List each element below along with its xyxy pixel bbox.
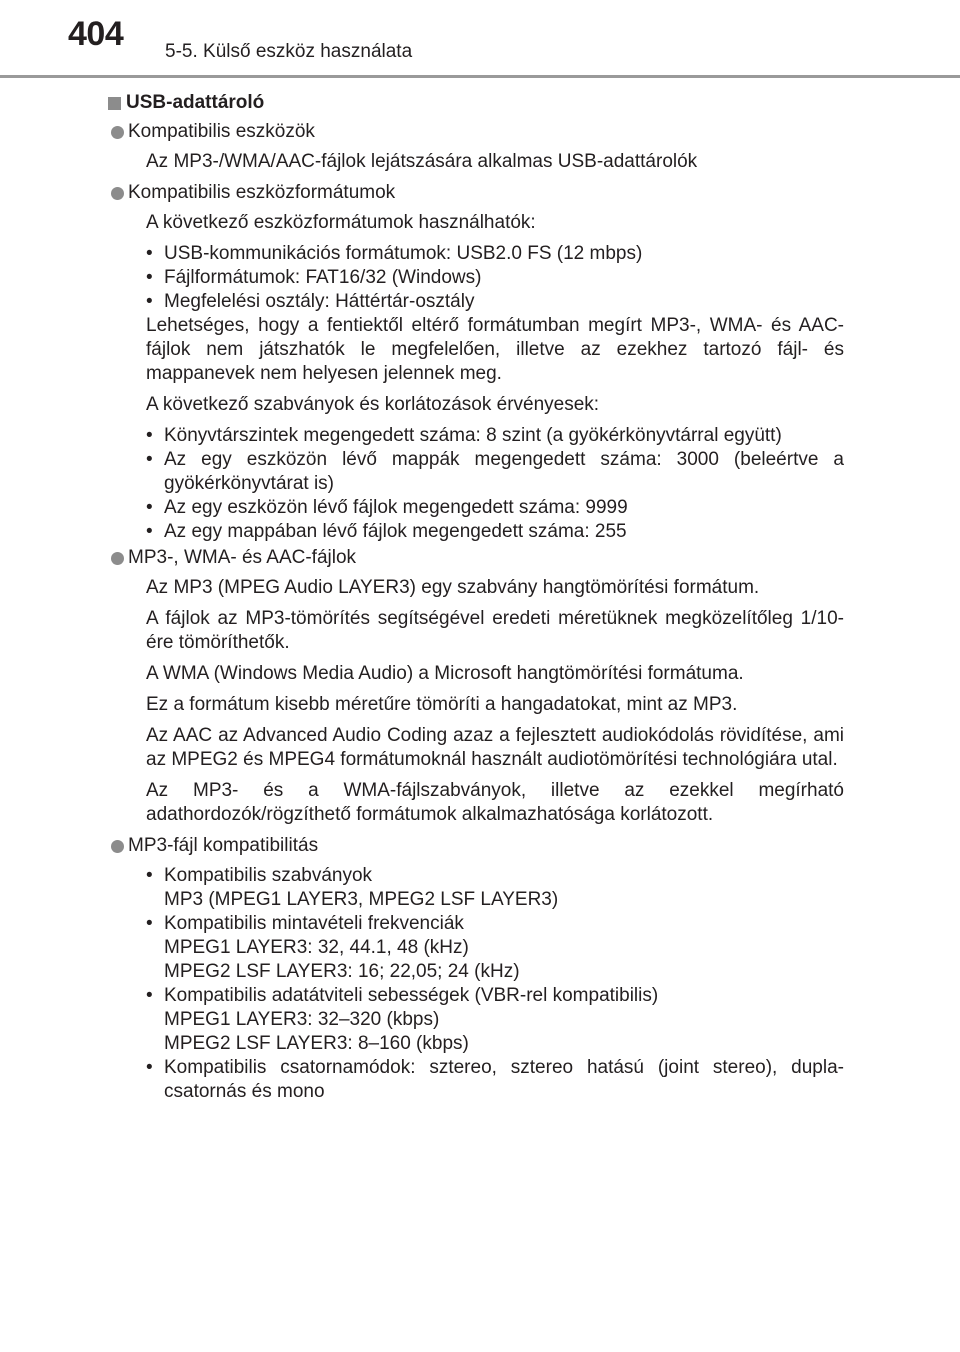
list-item: • Az egy eszközön lévő fájlok megengedett száma: 9999: [146, 497, 628, 518]
page-content: [108, 91, 844, 1112]
section-heading-text: USB-adattároló: [126, 92, 265, 113]
subheading-text: MP3-, WMA- és AAC-fájlok: [128, 547, 357, 568]
subheading-files: [108, 546, 844, 570]
header-rule: [0, 75, 960, 78]
subheading-mp3-compat: [108, 834, 844, 858]
list-item: • Kompatibilis szabványok MP3 (MPEG1 LAYER3, MPEG2 LSF LAYER3): [146, 865, 559, 910]
list-item: • USB-kommunikációs formátumok: USB2.0 FS (12 mbps): [146, 243, 643, 264]
mp3-compat-list: [146, 864, 844, 1104]
square-bullet-icon: [108, 97, 121, 110]
list-item: • Az egy eszközön lévő mappák megengedett száma: 3000 (beleértve a gyökérkönyvtárat is): [146, 449, 844, 494]
paragraph: Az MP3-/WMA/AAC-fájlok lejátszására alkalmas USB-adattárolók: [146, 151, 698, 172]
subheading-compat-devices: [108, 120, 844, 144]
subheading-text: Kompatibilis eszközök: [128, 121, 315, 142]
section-heading: [108, 91, 844, 115]
paragraph: Lehetséges, hogy a fentiektől eltérő formátumban megírt MP3-, WMA- és AAC-fájlok nem játszhatók le megfelelően, illetve az ezekhez tartozó fájl- és mappanevek nem helyesen jelennek meg.: [146, 315, 844, 384]
list-item: • Kompatibilis adatátviteli sebességek (VBR-rel kompatibilis) MPEG1 LAYER3: 32–320 (kbps) MPEG2 LSF LAYER3: 8–160 (kbps): [146, 985, 659, 1054]
page-number: 404: [68, 15, 124, 53]
list-item: • Az egy mappában lévő fájlok megengedett száma: 255: [146, 521, 627, 542]
subheading-text: MP3-fájl kompatibilitás: [128, 835, 319, 856]
paragraph: Az AAC az Advanced Audio Coding azaz a fejlesztett audiokódolás rövidítése, ami az MPEG2 és MPEG4 formátumoknál használt audiotömörítési technológiára utal.: [146, 725, 844, 770]
paragraph: A következő eszközformátumok használhatók:: [146, 212, 536, 233]
subheading-device-formats: [108, 181, 844, 205]
list-item: • Megfelelési osztály: Háttértár-osztály: [146, 291, 475, 312]
paragraph: Az MP3- és a WMA-fájlszabványok, illetve az ezekkel megírható adathordozók/rögzíthető formátumok alkalmazhatósága korlátozott.: [146, 780, 844, 825]
paragraph: A fájlok az MP3-tömörítés segítségével eredeti méretüknek megközelítőleg 1/10-ére tömöríthetők.: [146, 608, 844, 653]
list-item: • Fájlformátumok: FAT16/32 (Windows): [146, 267, 482, 288]
format-list: [146, 242, 844, 314]
subheading-text: Kompatibilis eszközformátumok: [128, 182, 396, 203]
paragraph: Ez a formátum kisebb méretűre tömöríti a hangadatokat, mint az MP3.: [146, 694, 738, 715]
circle-bullet-icon: [111, 840, 124, 853]
paragraph: Az MP3 (MPEG Audio LAYER3) egy szabvány hangtömörítési formátum.: [146, 577, 760, 598]
limits-list: [146, 424, 844, 544]
list-item: • Kompatibilis csatornamódok: sztereo, sztereo hatású (joint stereo), dupla-csatornás és mono: [146, 1057, 844, 1102]
circle-bullet-icon: [111, 552, 124, 565]
list-item: • Könyvtárszintek megengedett száma: 8 szint (a gyökérkönyvtárral együtt): [146, 425, 782, 446]
section-title: 5-5. Külső eszköz használata: [165, 41, 413, 62]
circle-bullet-icon: [111, 126, 124, 139]
circle-bullet-icon: [111, 187, 124, 200]
list-item: • Kompatibilis mintavételi frekvenciák MPEG1 LAYER3: 32, 44.1, 48 (kHz) MPEG2 LSF LAYER3: 16; 22,05; 24 (kHz): [146, 913, 520, 982]
paragraph: A WMA (Windows Media Audio) a Microsoft hangtömörítési formátuma.: [146, 663, 744, 684]
paragraph: A következő szabványok és korlátozások érvényesek:: [146, 394, 600, 415]
